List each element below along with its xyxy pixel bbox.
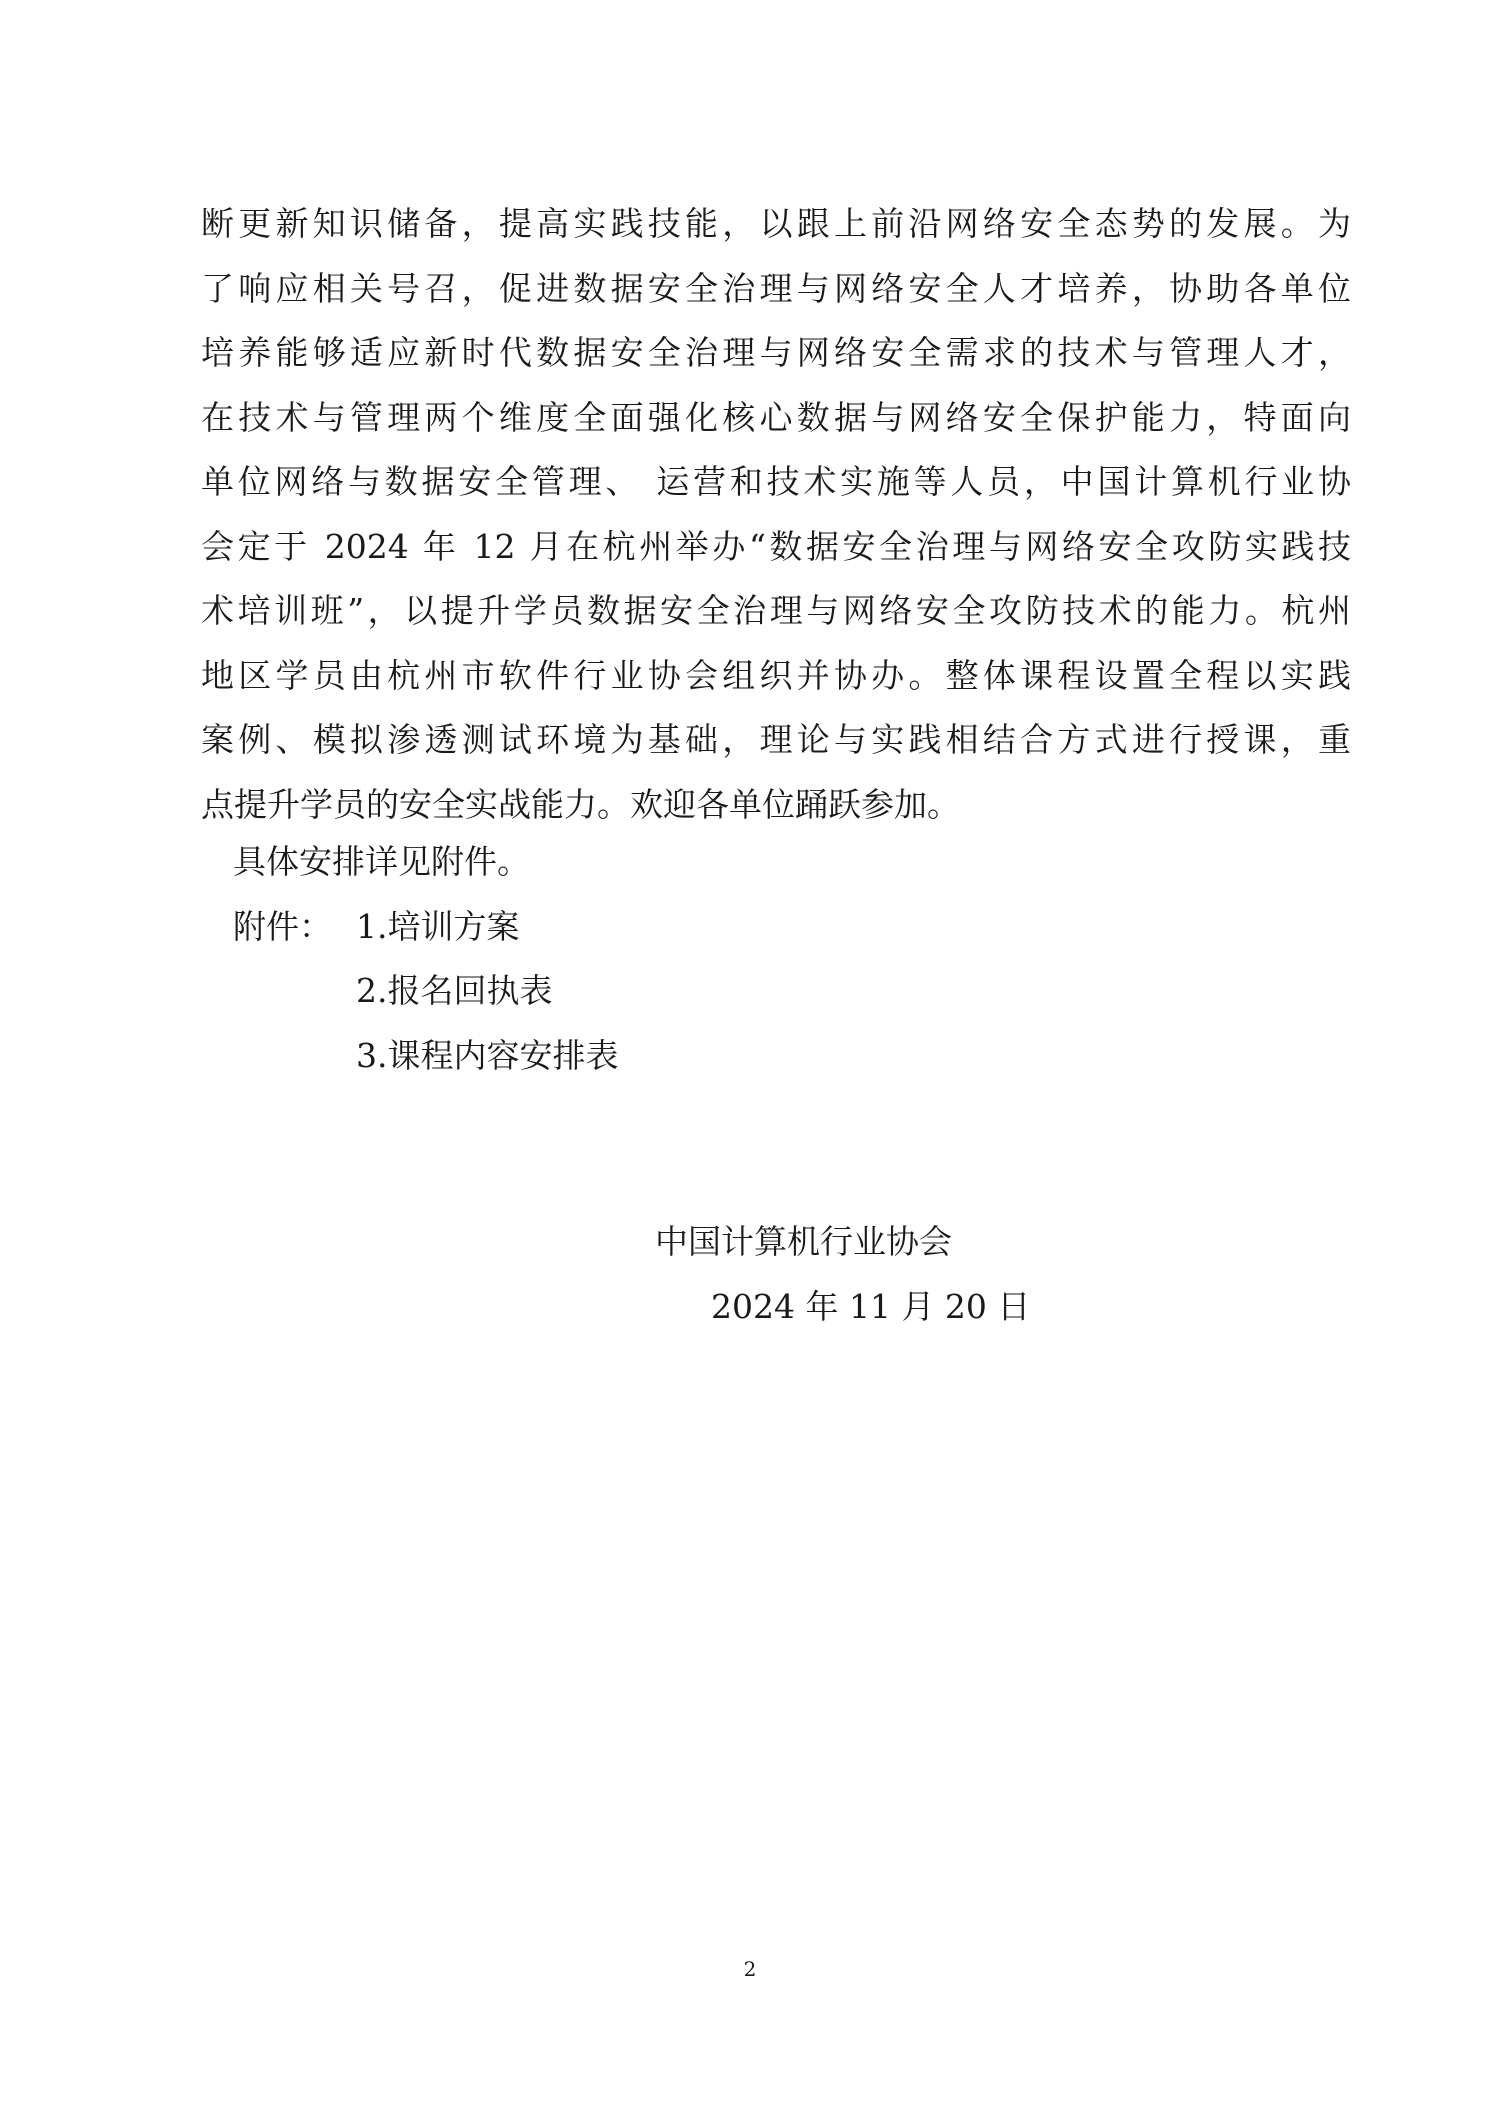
body-paragraph bbox=[201, 192, 1351, 837]
attachment-item: 3.课程内容安排表 bbox=[356, 1035, 619, 1075]
body-line: 在技术与管理两个维度全面强化核心数据与网络安全保护能力，特面向 bbox=[201, 397, 1351, 437]
attachment-item: 1.培训方案 bbox=[356, 906, 520, 946]
body-line: 断更新知识储备，提高实践技能，以跟上前沿网络安全态势的发展。为 bbox=[201, 204, 1351, 243]
details-note: 具体安排详见附件。 bbox=[233, 842, 530, 881]
body-line: 单位网络与数据安全管理、 运营和技术实施等人员，中国计算机行业协 bbox=[201, 462, 1351, 501]
body-line: 案例、模拟渗透测试环境为基础，理论与实践相结合方式进行授课，重 bbox=[201, 720, 1351, 759]
body-line: 了响应相关号召，促进数据安全治理与网络安全人才培养，协助各单位 bbox=[201, 268, 1351, 308]
attachment-row bbox=[233, 895, 619, 960]
body-line: 地区学员由杭州市软件行业协会组织并协办。整体课程设置全程以实践 bbox=[201, 655, 1351, 695]
page-number: 2 bbox=[743, 1957, 757, 1981]
body-line: 培养能够适应新时代数据安全治理与网络安全需求的技术与管理人才， bbox=[201, 333, 1351, 372]
body-line: 点提升学员的安全实战能力。欢迎各单位踊跃参加。 bbox=[201, 784, 960, 824]
body-line: 会定于 2024 年 12 月在杭州举办“数据安全治理与网络安全攻防实践技 bbox=[201, 526, 1351, 566]
attachments-section bbox=[233, 830, 619, 1088]
attachment-item: 2.报名回执表 bbox=[356, 971, 553, 1010]
signature-date: 2024 年 11 月 20 日 bbox=[711, 1286, 1031, 1326]
attachments-label: 附件： bbox=[233, 906, 332, 946]
signature-organization: 中国计算机行业协会 bbox=[655, 1222, 952, 1261]
body-line: 术培训班”，以提升学员数据安全治理与网络安全攻防技术的能力。杭州 bbox=[201, 591, 1351, 630]
